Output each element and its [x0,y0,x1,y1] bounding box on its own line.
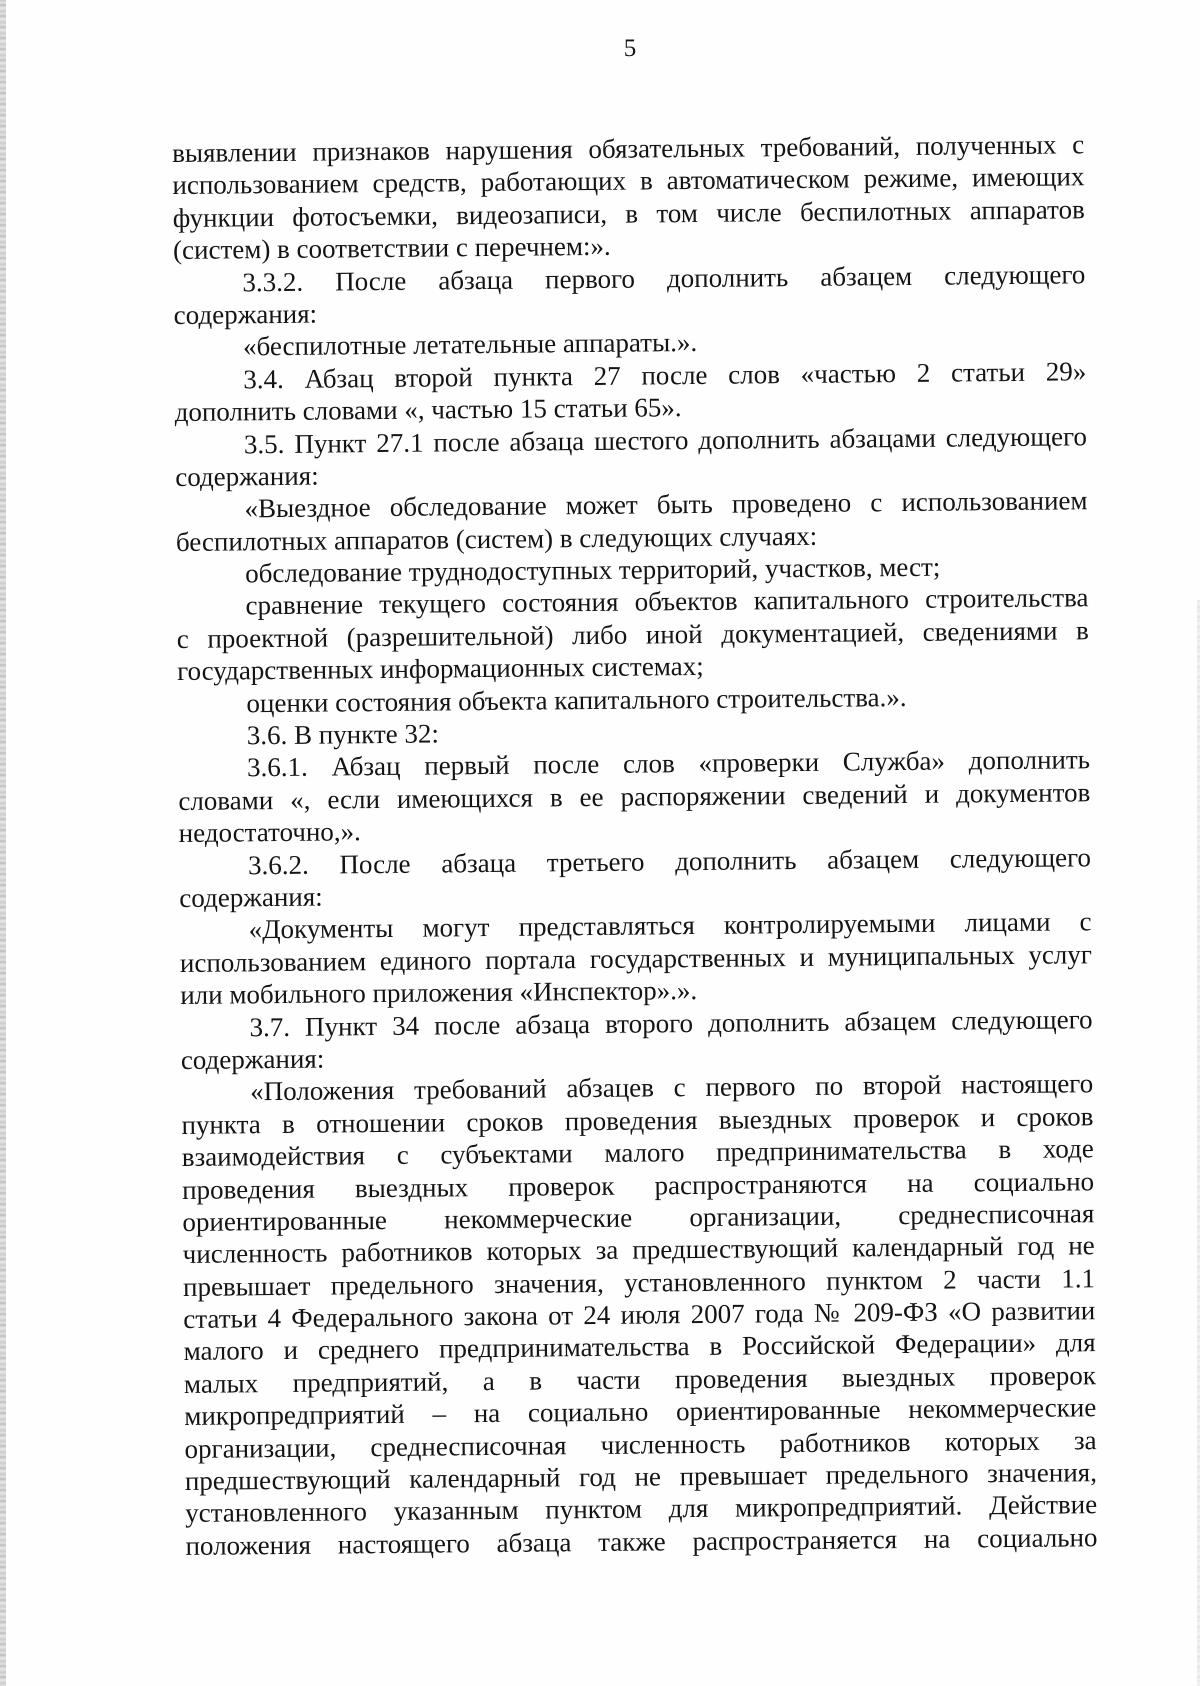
text-line: словами «, если имеющихся в ее распоряжении сведений и документов [178,777,1091,816]
text-line: или мобильного приложения «Инспектор».». [180,975,698,1011]
text-line: содержания: [175,460,319,492]
text-line: пункта в отношении сроков проведения выездных проверок и сроков [181,1100,1094,1140]
text-line: 3.4. Абзац второй пункта 27 после слов «частью 2 статьи 29» [243,355,1087,395]
text-line: использованием средств, работающих в автоматическом режиме, имеющих [172,161,1085,201]
text-line: недостаточно,». [178,816,361,849]
text-line: оценки состояния объекта капитального строительства.». [246,681,907,718]
text-line: взаимодействия с субъектами малого предпринимательства в ходе [181,1133,1094,1173]
text-line: 3.6. В пункте 32: [246,718,440,751]
text-line: (систем) в соответствии с перечнем:». [172,230,611,266]
text-line: содержания: [180,1043,325,1075]
text-line: малого и среднего предпринимательства в Российской Федерации» для [183,1327,1096,1367]
scan-edge-left [0,0,6,1686]
text-line: «Положения требований абзацев с первого по второй настоящего [250,1068,1094,1107]
text-line: дополнить словами «, частью 15 статьи 65». [174,392,682,428]
text-line: государственных информационных системах; [176,651,704,687]
text-line: превышает предельного значения, установленного пунктом 2 части 1.1 [182,1262,1096,1302]
text-line: сравнение текущего состояния объектов капитального строительства [245,582,1089,621]
text-line: организации, среднесписочная численность работников которых за [184,1424,1097,1464]
text-line: 3.5. Пункт 27.1 после абзаца шестого дополнить абзацами следующего [243,420,1088,459]
text-line: 3.3.2. После абзаца первого дополнить абзацем следующего [242,258,1086,297]
text-line: функции фотосъемки, видеозаписи, в том числе беспилотных аппаратов [172,194,1085,233]
text-line: использованием единого портала государственных и муниципальных услуг [179,938,1093,978]
text-line: обследование труднодоступных территорий, участков, мест; [245,551,941,589]
text-line: микропредприятий – на социально ориентированные некоммерческие [184,1392,1097,1432]
text-line: ориентированные некоммерческие организации, среднесписочная [182,1198,1095,1237]
text-line: малых предприятий, а в части проведения выездных проверок [183,1360,1097,1399]
text-line: проведения выездных проверок распространяются на социально [181,1165,1095,1205]
text-line: «Выездное обследование может быть проведено с использованием [244,485,1088,524]
text-line: «Документы могут представляться контролируемыми лицами с [248,906,1092,945]
text-line: положения настоящего абзаца также распространяется на социально [185,1521,1098,1561]
text-line: статьи 4 Федерального закона от 24 июля 2007 года № 209-ФЗ «О развитии [183,1295,1096,1335]
text-line: численность работников которых за предшествующий календарный год не [182,1230,1095,1270]
text-line: 3.6.2. После абзаца третьего дополнить абзацем следующего [247,841,1092,880]
text-line: беспилотных аппаратов (систем) в следующих случаях: [175,520,818,557]
text-line: содержания: [173,298,318,330]
text-line: содержания: [179,881,323,913]
page-number: 5 [623,35,637,62]
text-line: установленного указанным пунктом для микропредприятий. Действие [185,1489,1098,1529]
text-line: 3.6.1. Абзац первый после слов «проверки Служба» дополнить [246,744,1091,783]
text-line: 3.7. Пункт 34 после абзаца второго дополнить абзацем следующего [249,1003,1093,1042]
text-line: предшествующий календарный год не превышает предельного значения, [184,1457,1098,1496]
text-line: выявлении признаков нарушения обязательных требований, полученных с [172,129,1085,168]
text-line: «беспилотные летательные аппараты.». [242,327,698,362]
text-line: с проектной (разрешительной) либо иной документацией, сведениями в [176,615,1089,654]
document-body [172,128,1098,1562]
